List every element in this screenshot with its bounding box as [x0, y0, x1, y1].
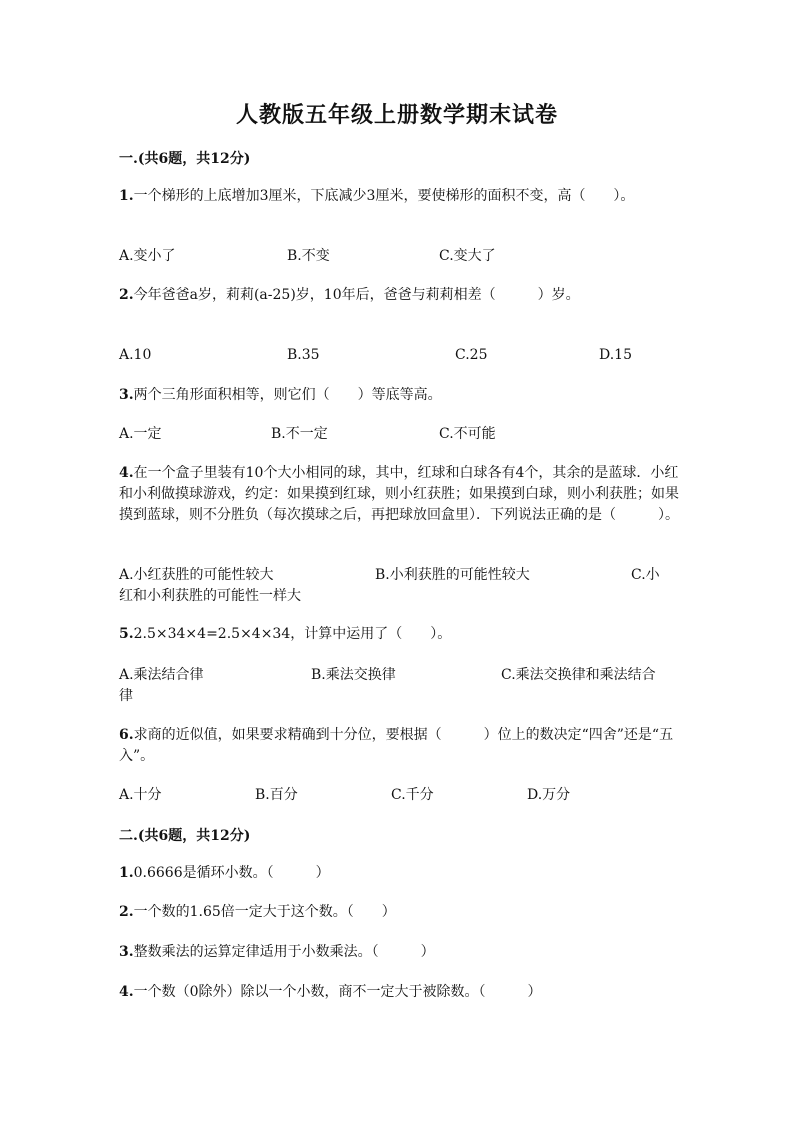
question-text: 两个三角形面积相等，则它们（ ）等底等高。 — [133, 387, 442, 403]
section-1-heading: 一.(共6题，共12分) — [119, 151, 251, 167]
option-a[interactable]: A.10 — [119, 347, 152, 363]
question-text: 一个数（0除外）除以一个小数，商不一定大于被除数。（ ） — [133, 984, 542, 1000]
s1-question-5 — [119, 624, 679, 645]
option-d[interactable]: D.万分 — [527, 787, 571, 803]
question-number: 1. — [119, 188, 134, 204]
question-number: 5. — [119, 626, 134, 642]
question-text: 今年爸爸a岁，莉莉(a-25)岁，10年后，爸爸与莉莉相差（ ）岁。 — [133, 287, 580, 303]
question-text: 求商的近似值，如果要求精确到十分位，要根据（ ）位上的数决定“四舍”还是“五入”。 — [119, 727, 674, 764]
s1-question-5-option-c[interactable] — [119, 665, 667, 707]
option-b[interactable]: B.百分 — [255, 787, 298, 803]
question-text: 整数乘法的运算定律适用于小数乘法。（ ） — [133, 944, 435, 960]
s2-question-4 — [119, 982, 679, 1003]
question-number: 2. — [119, 904, 134, 920]
option-c[interactable]: C.变大了 — [439, 248, 496, 264]
question-text: 0.6666是循环小数。（ ） — [133, 865, 330, 881]
question-text: 一个数的1.65倍一定大于这个数。（ ） — [133, 904, 396, 920]
option-a[interactable]: A.小红获胜的可能性较大 — [119, 567, 274, 583]
s1-question-2 — [119, 285, 679, 306]
s1-question-4-option-c[interactable] — [119, 565, 664, 607]
question-text: 2.5×34×4=2.5×4×34，计算中运用了（ ）。 — [133, 626, 452, 642]
section-2-heading: 二.(共6题，共12分) — [119, 828, 251, 844]
question-number: 2. — [119, 287, 134, 303]
option-b[interactable]: B.不变 — [287, 248, 330, 264]
s2-question-1 — [119, 863, 679, 884]
option-c[interactable]: C.25 — [455, 347, 488, 363]
question-text: 一个梯形的上底增加3厘米，下底减少3厘米，要使梯形的面积不变，高（ ）。 — [133, 188, 635, 204]
option-b[interactable]: B.乘法交换律 — [311, 667, 396, 683]
option-a[interactable]: A.乘法结合律 — [119, 667, 204, 683]
s1-question-4 — [119, 463, 679, 526]
option-b[interactable]: B.不一定 — [271, 426, 328, 442]
s1-question-6 — [119, 725, 679, 767]
question-number: 1. — [119, 865, 134, 881]
question-text: 在一个盒子里装有10个大小相同的球，其中，红球和白球各有4个，其余的是蓝球．小红和小利做摸球游戏，约定：如果摸到红球，则小红获胜；如果摸到白球，则小利获胜；如果摸到蓝球，则不分胜负（每次摸球之后，再把球放回盒里）．下列说法正确的是（ ）。 — [119, 465, 679, 523]
option-c[interactable]: C.乘法交换律和乘法结合律 — [119, 667, 656, 704]
option-b[interactable]: B.小利获胜的可能性较大 — [375, 567, 530, 583]
question-number: 6. — [119, 727, 134, 743]
option-a[interactable]: A.一定 — [119, 426, 162, 442]
question-number: 4. — [119, 984, 134, 1000]
option-d[interactable]: D.15 — [599, 347, 632, 363]
option-c[interactable]: C.小红和小利获胜的可能性一样大 — [119, 567, 660, 604]
question-number: 4. — [119, 465, 134, 481]
option-b[interactable]: B.35 — [287, 347, 320, 363]
s1-question-3 — [119, 385, 679, 406]
question-number: 3. — [119, 944, 134, 960]
page-title: 人教版五年级上册数学期末试卷 — [235, 102, 558, 128]
s2-question-2 — [119, 902, 679, 923]
option-c[interactable]: C.不可能 — [439, 426, 496, 442]
question-number: 3. — [119, 387, 134, 403]
option-c[interactable]: C.千分 — [391, 787, 434, 803]
option-a[interactable]: A.十分 — [119, 787, 162, 803]
s2-question-3 — [119, 942, 679, 963]
s1-question-1 — [119, 186, 679, 207]
option-a[interactable]: A.变小了 — [119, 248, 176, 264]
